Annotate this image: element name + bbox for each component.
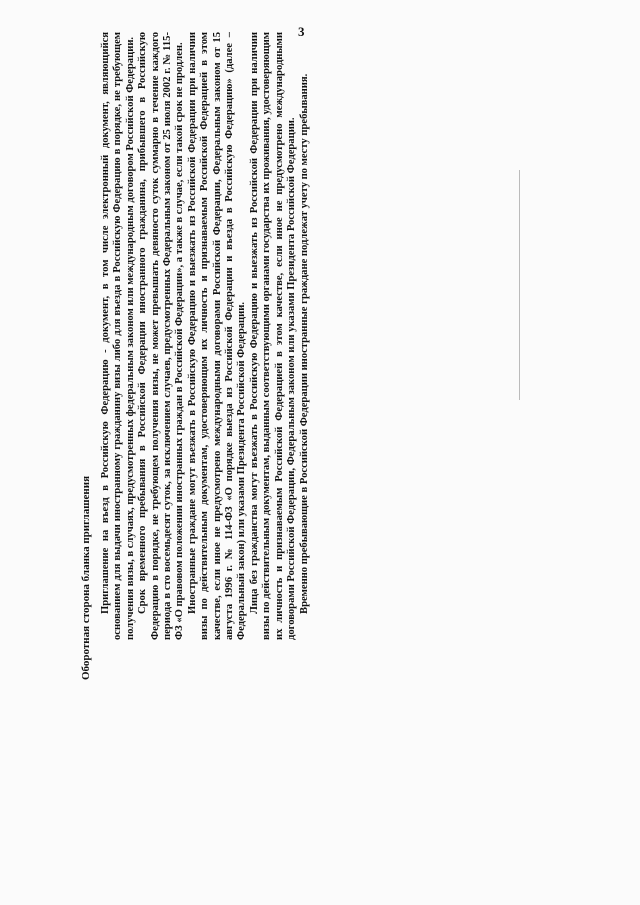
paragraph-foreign-citizens: Иностранные граждане могут въезжать в Российскую Федерацию и выезжать из Российской Федерации при наличии визы по действительным документам, удостоверяющим их личность и признаваемым Российской Федерацией в этом качестве, если иное не предусмотрено международными договорами Российской Федерации, Федеральным законом от 15 августа 1996 г. № 114-ФЗ «О порядке выезда из Российской Федерации и въезда в Российскую Федерацию» (далее – Федеральный закон) или указами Президента Российской Федерации. xyxy=(186,32,248,640)
paragraph-stay-period: Срок временного пребывания в Российской Федерации иностранного гражданина, прибывшего в Российскую Федерацию в порядке, не требующем получения визы, не может превышать девяносто суток суммарно в течение каждого периода в сто восемьдесят суток, за исключением случаев, предусмотренных Федеральным законом от 25 июля 2002 г. № 115-ФЗ «О правовом положении иностранных граждан в Российской Федерации», а также в случае, если такой срок не продлен. xyxy=(137,32,186,640)
paragraph-registration: Временно пребывающие в Российской Федерации иностранные граждане подлежат учету по месту пребывания. xyxy=(298,73,310,614)
rotated-content xyxy=(80,32,520,680)
vertical-rule xyxy=(519,170,520,400)
paragraph-stateless-persons: Лица без гражданства могут въезжать в Российскую Федерацию и выезжать из Российской Федерации при наличии визы по действительным документам, выданным соответствующими органами государства их проживания, удостоверяющим их личность и признаваемым Российской Федерацией в этом качестве, если иное не предусмотрено международными договорами Российской Федерации, Федеральным законом или указами Президента Российской Федерации. xyxy=(248,32,298,640)
side-label: Оборотная сторона бланка приглашения xyxy=(80,475,92,680)
body-text xyxy=(100,32,520,640)
paragraph-invitation: Приглашение на въезд в Российскую Федерацию - документ, в том числе электронный документ, являющийся основанием для выдачи иностранному гражданину визы либо для въезда в Российскую Федерацию в порядке, не требующем получения визы, в случаях, предусмотренных федеральным законом или международным договором Российской Федерации. xyxy=(100,32,136,640)
page-number: 3 xyxy=(298,24,305,39)
